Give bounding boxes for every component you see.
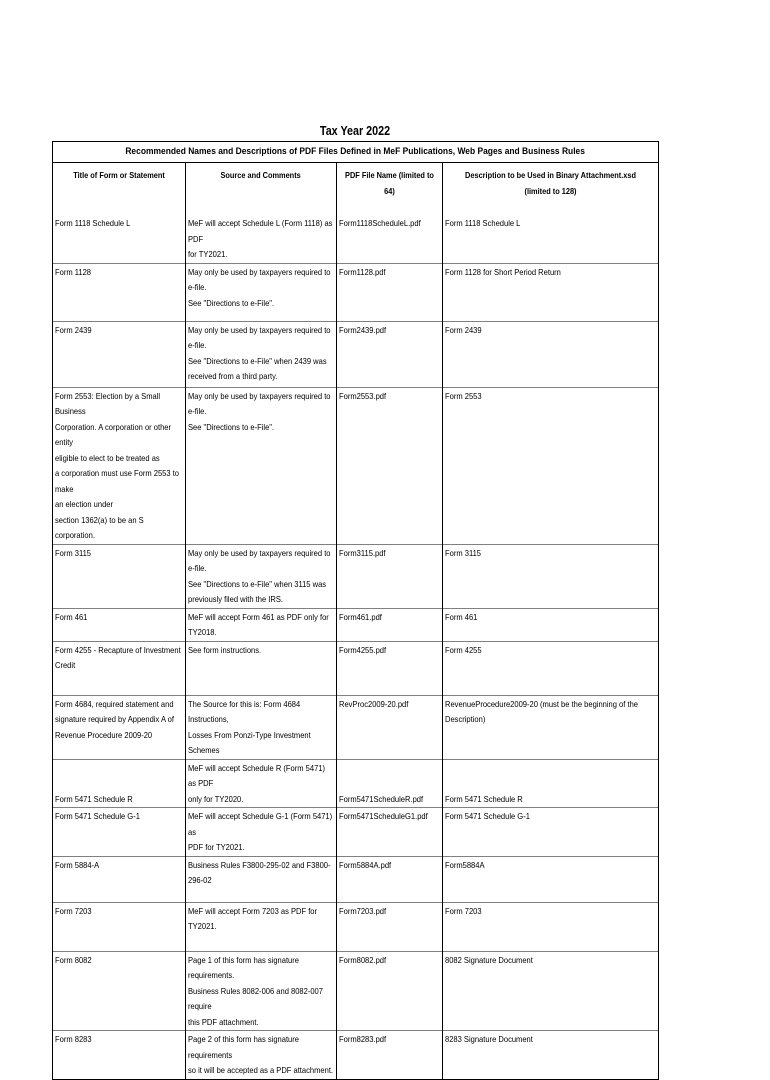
- cell-file: Form2553.pdf: [337, 387, 443, 544]
- cell-description: Form 7203: [443, 902, 659, 951]
- cell-form: Form 5471 Schedule G-1: [53, 808, 186, 857]
- cell-source: MeF will accept Form 461 as PDF only for TY2018.: [186, 608, 337, 641]
- cell-file: Form7203.pdf: [337, 902, 443, 951]
- cell-form: Form 1128: [53, 263, 186, 321]
- cell-file: Form461.pdf: [337, 608, 443, 641]
- cell-source: Business Rules F3800-295-02 and F3800-296-02: [186, 856, 337, 902]
- cell-form: Form 2553: Election by a Small Business Corporation. A corporation or other entity eligible to elect to be treated as a corporation must use Form 2553 to make an election under section 1362(a) to be an S corporation.: [53, 387, 186, 544]
- table-banner: Recommended Names and Descriptions of PDF Files Defined in MeF Publications, Web Pages and Business Rules: [53, 142, 659, 163]
- cell-description: Form 461: [443, 608, 659, 641]
- table-row: [53, 695, 659, 759]
- cell-file: Form5471ScheduleG1.pdf: [337, 808, 443, 857]
- cell-file: Form4255.pdf: [337, 641, 443, 695]
- cell-form: Form 2439: [53, 321, 186, 387]
- table-row: [53, 387, 659, 544]
- table-body: [53, 215, 659, 1079]
- column-header-file: PDF File Name (limited to 64): [337, 163, 443, 216]
- column-header-source: Source and Comments: [186, 163, 337, 216]
- table-row: [53, 321, 659, 387]
- cell-form: Form 5884-A: [53, 856, 186, 902]
- cell-description: Form 5471 Schedule R: [443, 759, 659, 808]
- cell-description: Form 1118 Schedule L: [443, 215, 659, 263]
- table-row: [53, 759, 659, 808]
- cell-description: Form 2553: [443, 387, 659, 544]
- table-row: [53, 608, 659, 641]
- cell-file: RevProc2009-20.pdf: [337, 695, 443, 759]
- cell-source: May only be used by taxpayers required to e-file. See "Directions to e-File".: [186, 387, 337, 544]
- cell-source: MeF will accept Schedule G-1 (Form 5471) as PDF for TY2021.: [186, 808, 337, 857]
- cell-form: Form 4255 - Recapture of Investment Credit: [53, 641, 186, 695]
- cell-description: RevenueProcedure2009-20 (must be the beginning of the Description): [443, 695, 659, 759]
- table-row: [53, 902, 659, 951]
- cell-description: 8082 Signature Document: [443, 951, 659, 1031]
- column-header-form: Title of Form or Statement: [53, 163, 186, 216]
- cell-file: Form2439.pdf: [337, 321, 443, 387]
- cell-description: Form 1128 for Short Period Return: [443, 263, 659, 321]
- cell-form: Form 4684, required statement and signature required by Appendix A of Revenue Procedure 2009-20: [53, 695, 186, 759]
- cell-source: May only be used by taxpayers required to e-file. See "Directions to e-File" when 3115 was previously filed with the IRS.: [186, 544, 337, 608]
- cell-description: Form 4255: [443, 641, 659, 695]
- cell-form: Form 7203: [53, 902, 186, 951]
- cell-source: Page 1 of this form has signature requirements. Business Rules 8082-006 and 8082-007 require this PDF attachment.: [186, 951, 337, 1031]
- cell-file: Form5471ScheduleR.pdf: [337, 759, 443, 808]
- table-row: [53, 263, 659, 321]
- cell-form: Form 8283: [53, 1031, 186, 1080]
- table-row: [53, 215, 659, 263]
- cell-source: The Source for this is: Form 4684 Instructions, Losses From Ponzi-Type Investment Schemes: [186, 695, 337, 759]
- cell-source: MeF will accept Form 7203 as PDF for TY2021.: [186, 902, 337, 951]
- cell-form: Form 3115: [53, 544, 186, 608]
- cell-description: Form 3115: [443, 544, 659, 608]
- cell-description: 8283 Signature Document: [443, 1031, 659, 1080]
- cell-form: Form 8082: [53, 951, 186, 1031]
- cell-file: Form3115.pdf: [337, 544, 443, 608]
- column-header-row: [53, 163, 659, 216]
- cell-description: Form 5471 Schedule G-1: [443, 808, 659, 857]
- pdf-names-table-wrapper: [52, 141, 658, 1080]
- cell-file: Form1128.pdf: [337, 263, 443, 321]
- cell-file: Form5884A.pdf: [337, 856, 443, 902]
- table-row: [53, 951, 659, 1031]
- table-banner-row: [53, 142, 659, 163]
- cell-form: Form 461: [53, 608, 186, 641]
- cell-file: Form8082.pdf: [337, 951, 443, 1031]
- cell-file: Form1118ScheduleL.pdf: [337, 215, 443, 263]
- cell-source: MeF will accept Schedule R (Form 5471) as PDF only for TY2020.: [186, 759, 337, 808]
- cell-source: May only be used by taxpayers required to e-file. See "Directions to e-File" when 2439 was received from a third party.: [186, 321, 337, 387]
- cell-source: May only be used by taxpayers required to e-file. See "Directions to e-File".: [186, 263, 337, 321]
- table-row: [53, 544, 659, 608]
- pdf-names-table: [52, 141, 659, 1080]
- cell-description: Form5884A: [443, 856, 659, 902]
- table-row: [53, 808, 659, 857]
- table-row: [53, 1031, 659, 1080]
- table-row: [53, 856, 659, 902]
- page-title: Tax Year 2022: [319, 124, 391, 138]
- cell-file: Form8283.pdf: [337, 1031, 443, 1080]
- cell-source: See form instructions.: [186, 641, 337, 695]
- cell-source: MeF will accept Schedule L (Form 1118) as PDF for TY2021.: [186, 215, 337, 263]
- cell-form: Form 5471 Schedule R: [53, 759, 186, 808]
- cell-source: Page 2 of this form has signature requirements so it will be accepted as a PDF attachment.: [186, 1031, 337, 1080]
- column-header-description: Description to be Used in Binary Attachment.xsd (limited to 128): [443, 163, 659, 216]
- table-row: [53, 641, 659, 695]
- cell-form: Form 1118 Schedule L: [53, 215, 186, 263]
- cell-description: Form 2439: [443, 321, 659, 387]
